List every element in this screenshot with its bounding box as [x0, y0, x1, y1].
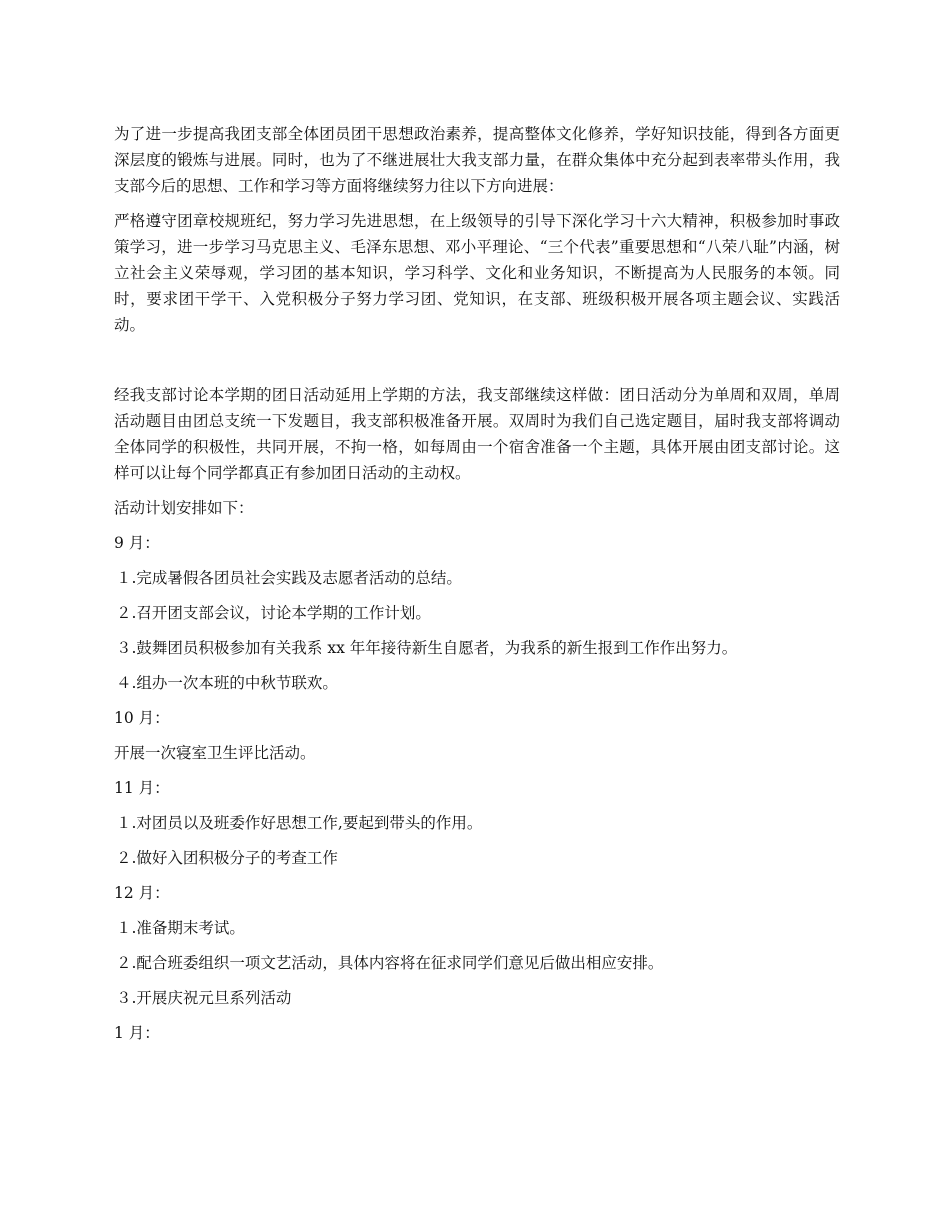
month-heading-november: 11 月：	[114, 779, 170, 797]
month-heading-december: 12 月：	[114, 884, 170, 902]
list-item: ３.鼓舞团员积极参加有关我系 xx 年年接待新生自愿者，为我系的新生报到工作作出努力。	[116, 639, 738, 657]
document-body	[114, 121, 840, 1055]
month-heading-september: 9 月：	[114, 534, 160, 552]
list-item: １.完成暑假各团员社会实践及志愿者活动的总结。	[116, 569, 462, 587]
month-heading-october: 10 月：	[114, 709, 170, 727]
month-heading-january: 1 月：	[114, 1024, 160, 1042]
plan-heading: 活动计划安排如下：	[114, 499, 254, 517]
list-item: ４.组办一次本班的中秋节联欢。	[116, 674, 338, 692]
list-item: ２.配合班委组织一项文艺活动，具体内容将在征求同学们意见后做出相应安排。	[116, 954, 664, 972]
list-item: ２.召开团支部会议，讨论本学期的工作计划。	[116, 604, 431, 622]
activity-method-paragraph: 经我支部讨论本学期的团日活动延用上学期的方法，我支部继续这样做：团日活动分为单周和双周，单周活动题目由团总支统一下发题目，我支部积极准备开展。双周时为我们自己选定题目，届时我支部将调动全体同学的积极性，共同开展，不拘一格，如每周由一个宿舍准备一个主题，具体开展由团支部讨论。这样可以让每个同学都真正有参加团日活动的主动权。	[114, 386, 840, 482]
intro-paragraph: 为了进一步提高我团支部全体团员团干思想政治素养，提高整体文化修养，学好知识技能，得到各方面更深层度的锻炼与进展。同时，也为了不继进展壮大我支部力量，在群众集体中充分起到表率带头作用，我支部今后的思想、工作和学习等方面将继续努力往以下方向进展：	[114, 125, 840, 195]
study-paragraph: 严格遵守团章校规班纪，努力学习先进思想，在上级领导的引导下深化学习十六大精神，积极参加时事政策学习，进一步学习马克思主义、毛泽东思想、邓小平理论、“三个代表”重要思想和“八荣八耻”内涵，树立社会主义荣辱观，学习团的基本知识，学习科学、文化和业务知识，不断提高为人民服务的本领。同时，要求团干学干、入党积极分子努力学习团、党知识，在支部、班级积极开展各项主题会议、实践活动。	[114, 212, 840, 334]
list-item: ２.做好入团积极分子的考查工作	[116, 849, 338, 867]
list-item: １.对团员以及班委作好思想工作,要起到带头的作用。	[116, 814, 483, 832]
list-item: 开展一次寝室卫生评比活动。	[114, 744, 316, 762]
list-item: １.准备期末考试。	[116, 919, 245, 937]
list-item: ３.开展庆祝元旦系列活动	[116, 989, 292, 1007]
